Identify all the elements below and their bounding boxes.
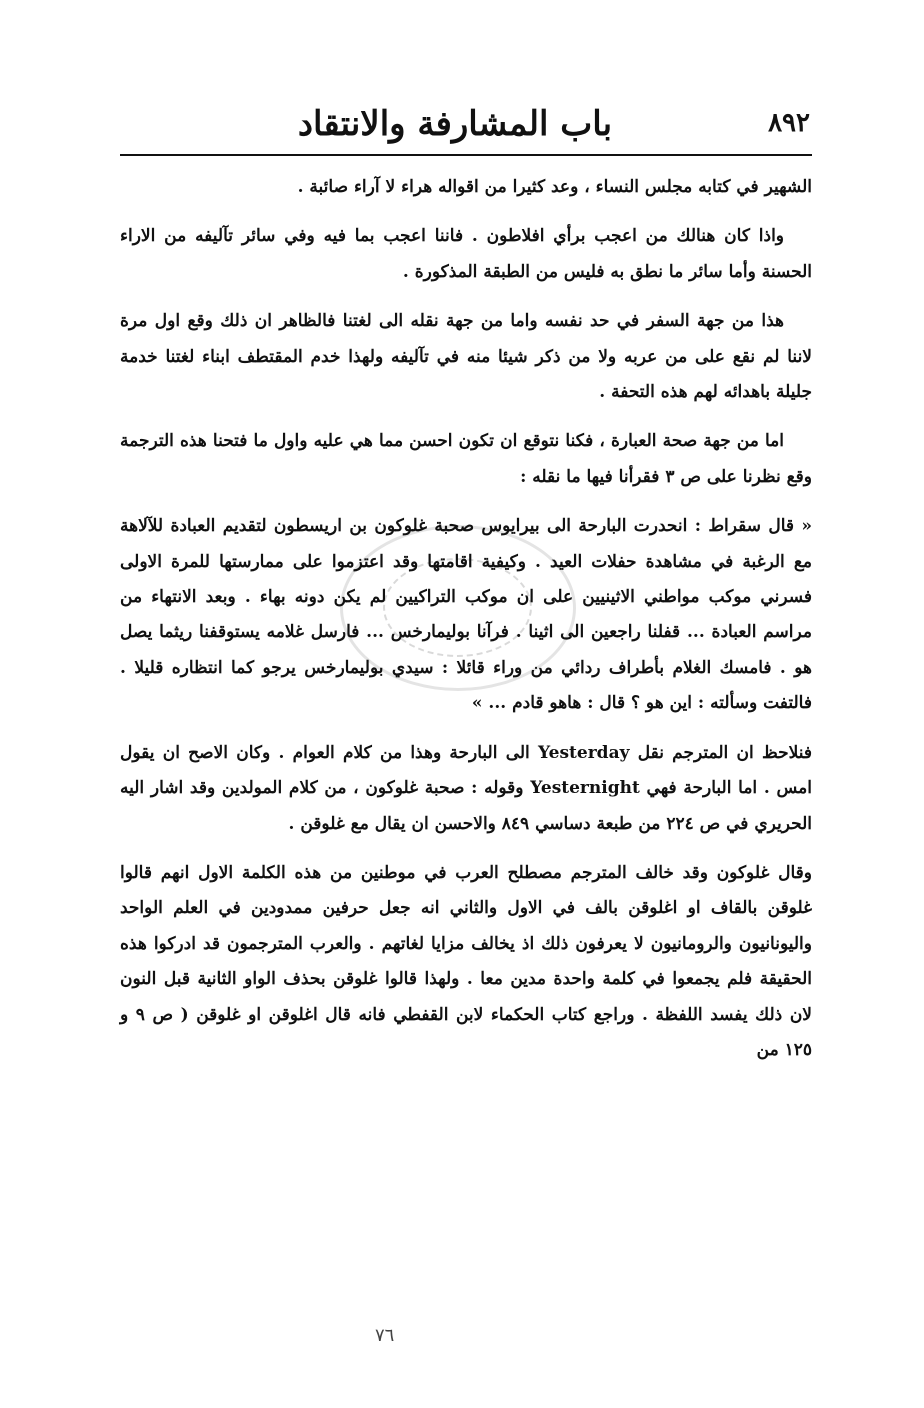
paragraph: واذا كان هنالك من اعجب برأي افلاطون . فاننا اعجب بما فيه وفي سائر تآليفه من الاراء الحسنة وأما سائر ما نطق به فليس من الطبقة المذكورة . bbox=[120, 226, 812, 282]
paragraph: اما من جهة صحة العبارة ، فكنا نتوقع ان تكون احسن مما هي عليه واول ما فتحنا هذه الترجمة وقع نظرنا على ص ٣ فقرأنا فيها ما نقله : bbox=[120, 431, 812, 487]
paragraph: هذا من جهة السفر في حد نفسه واما من جهة نقله الى لغتنا فالظاهر ان ذلك وقع اول مرة لاننا لم نقع على من عربه ولا من ذكر شيئا منه في تآليفه ولهذا خدم المقتطف ابناء لغتنا خدمة جليلة باهدائه لهم هذه التحفة . bbox=[120, 311, 812, 403]
page-number: ٨٩٢ bbox=[768, 108, 810, 138]
paragraph: فنلاحظ ان المترجم نقل Yesterday الى البارحة وهذا من كلام العوام . وكان الاصح ان يقول امس . اما البارحة فهي Yesternight وقوله : صحبة غلوكون ، من كلام المولدين وقد اشار اليه الحريري في ص ٢٢٤ من طبعة دساسي ٨٤٩ والاحسن ان يقال مع غلوقن . bbox=[120, 742, 812, 834]
page-header bbox=[120, 96, 810, 156]
paragraph: وقال غلوكون وقد خالف المترجم مصطلح العرب في موطنين من هذه الكلمة الاول انهم قالوا غلوقن بالقاف او اغلوقن بالف في الاول والثاني انه جعل حرفين ممدودين في العلم الواحد واليونانيون والرومانيون لا يعرفون ذلك اذ يخالف مزايا لغاتهم . والعرب المترجمون قد ادركوا هذه الحقيقة فلم يجمعوا في كلمة واحدة مدين معا . ولهذا قالوا غلوقن بحذف الواو الثانية قبل النون لان ذلك يفسد اللفظة . وراجع كتاب الحكماء لابن القفطي فانه قال اغلوقن او غلوقن ( ص ٩ و ١٢٥ من bbox=[120, 862, 812, 1060]
paragraph: الشهير في كتابه مجلس النساء ، وعد كثيرا من اقواله هراء لا آراء صائبة . bbox=[297, 177, 812, 197]
article-body bbox=[120, 170, 812, 1082]
footer-mark: ٧٦ bbox=[375, 1325, 395, 1346]
quotation-paragraph: « قال سقراط : انحدرت البارحة الى بيرايوس صحبة غلوكون بن اريسطون لتقديم العبادة للآلاهة مع الرغبة في مشاهدة حفلات العيد . وكيفية اقامتها وقد اعتزموا على ممارستها للمرة الاولى فسرني موكب مواطني الاثينيين على ان موكب التراكيين لم يكن دونه بهاء . وبعد الانتهاء من مراسم العبادة ... قفلنا راجعين الى اثينا . فرآنا بوليمارخس ... فارسل غلامه يستوقفنا ريثما يصل هو . فامسك الغلام بأطراف ردائي من وراء قائلا : سيدي بوليمارخس يرجو كما انتظاره قليلا . فالتفت وسألته : اين هو ؟ قال : هاهو قادم ... » bbox=[120, 516, 812, 714]
chapter-title: باب المشارفة والانتقاد bbox=[297, 104, 613, 144]
header-divider bbox=[120, 154, 812, 156]
